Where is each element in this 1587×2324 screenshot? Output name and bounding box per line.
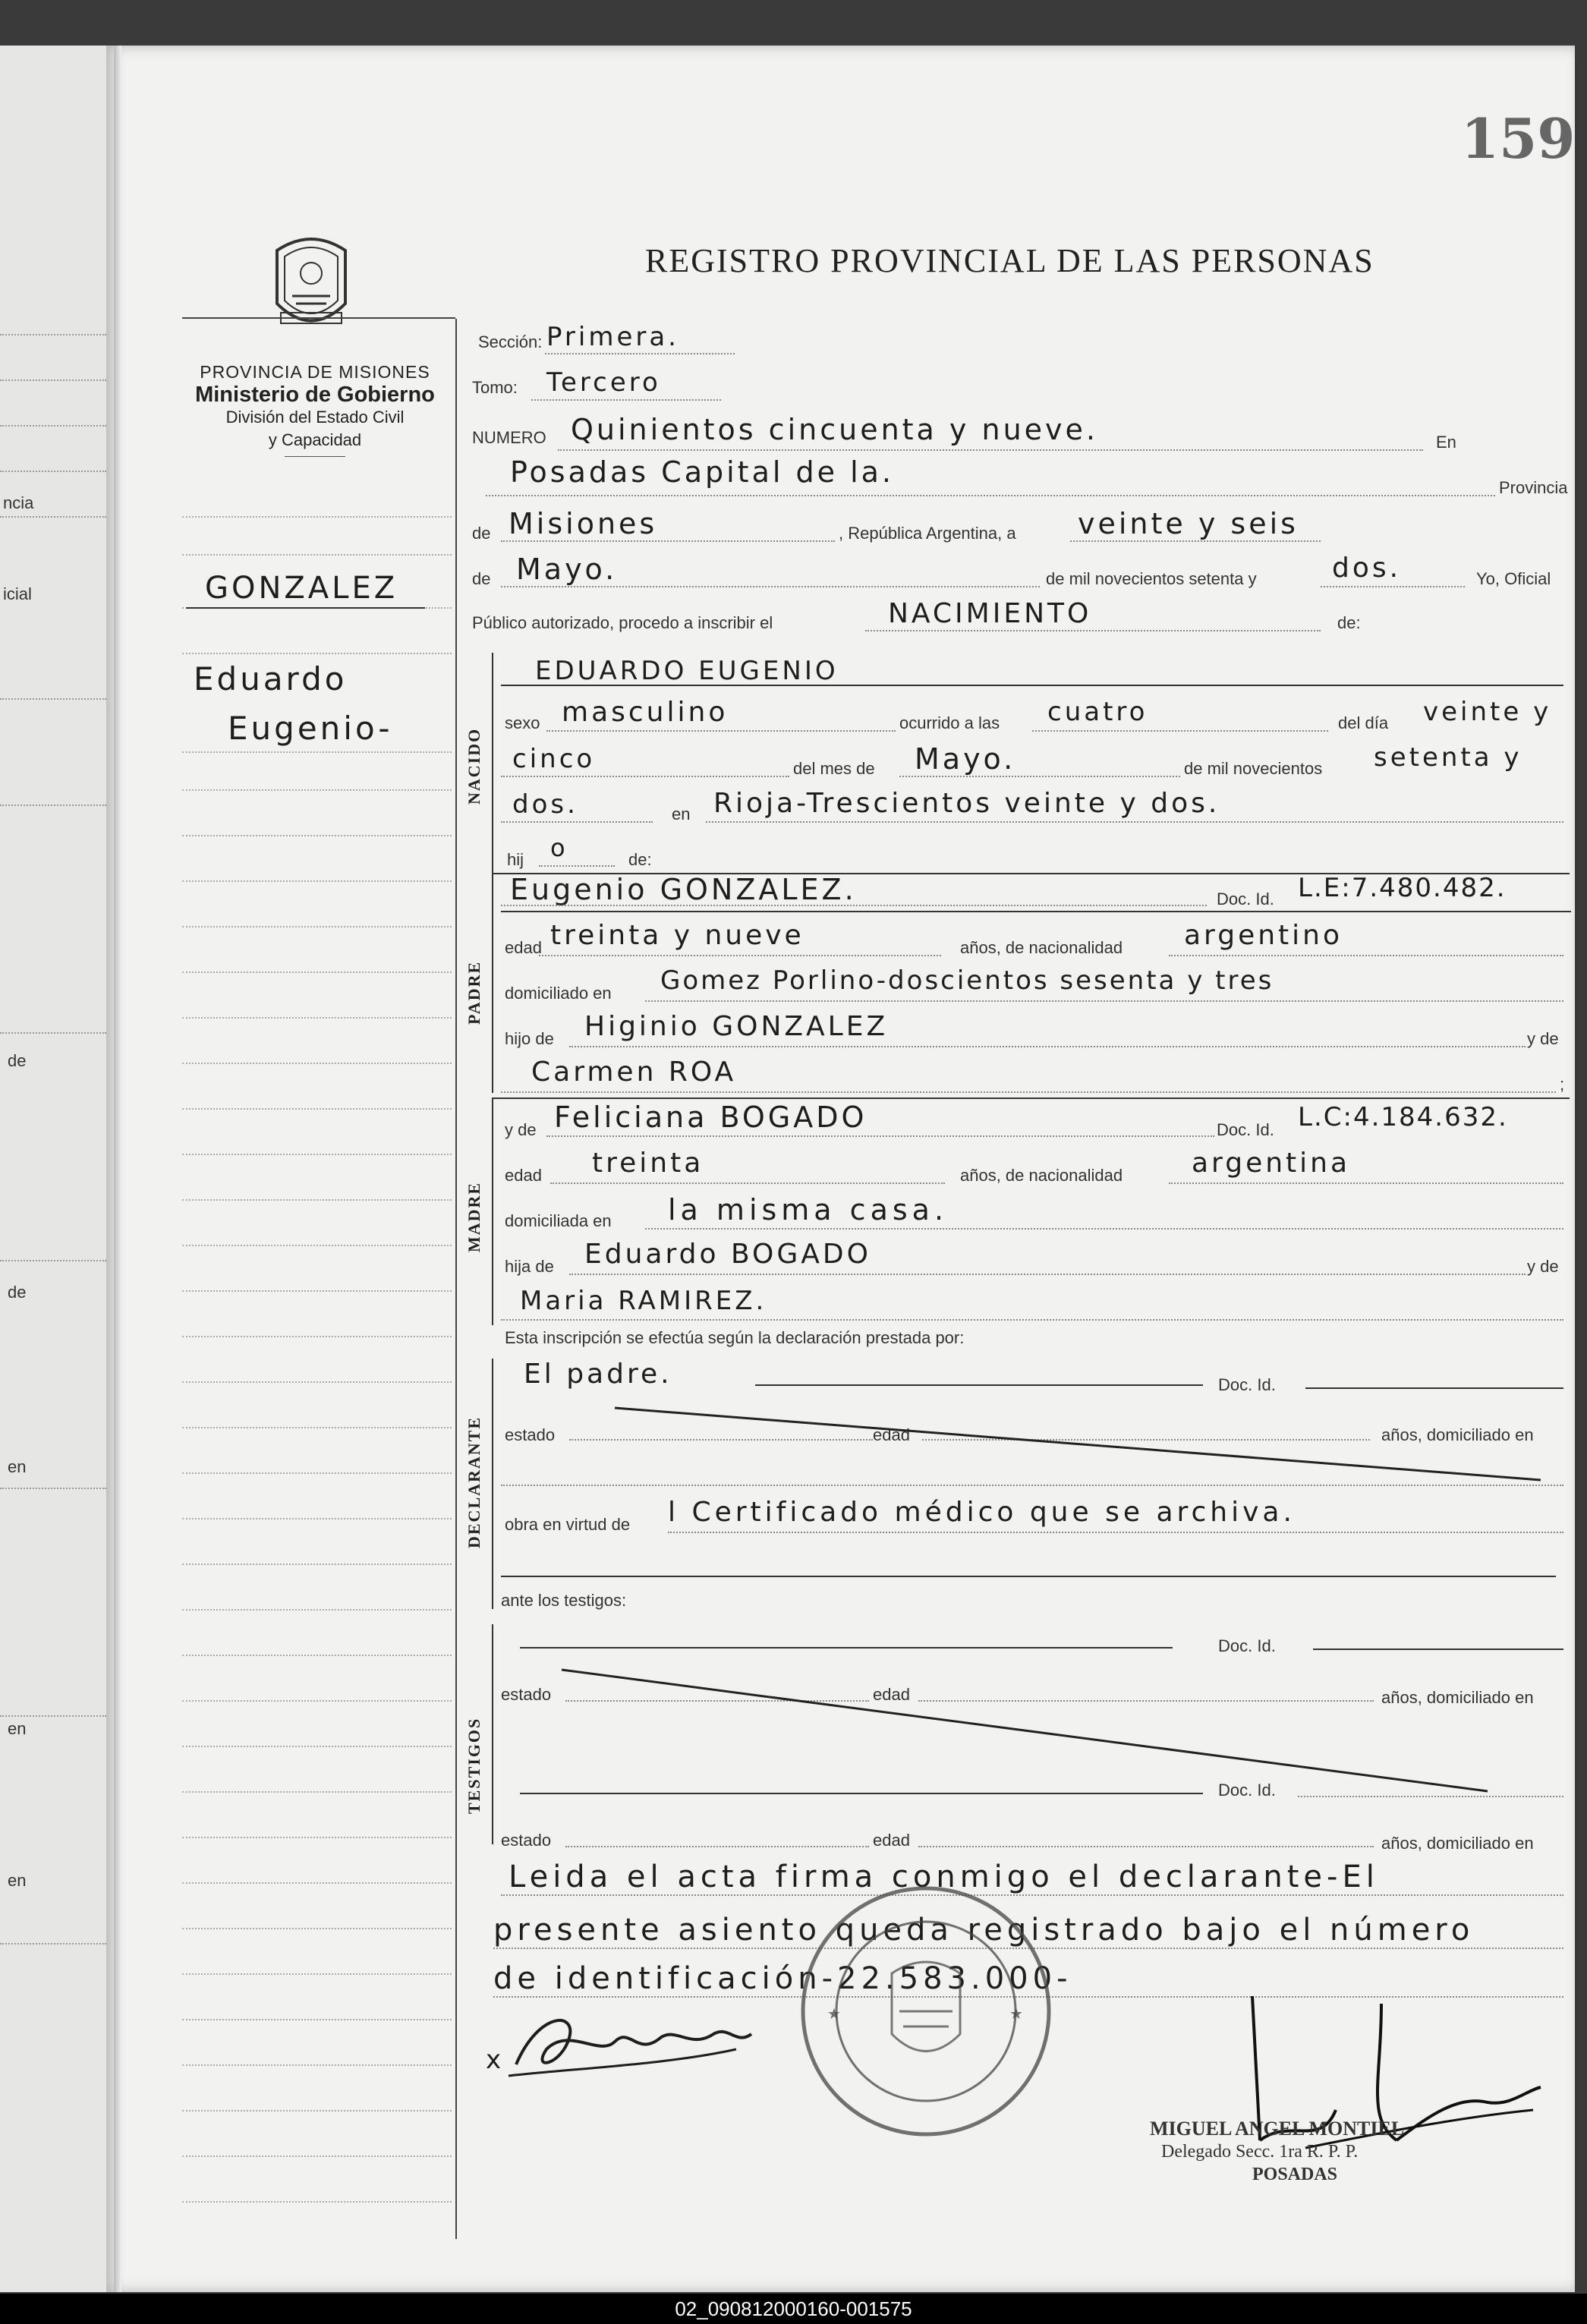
de-label-2: de [472,569,491,588]
official-name: MIGUEL ANGEL MONTIEL [1150,2118,1405,2140]
previous-page-edge [0,46,108,2292]
sexo-label: sexo [505,713,540,732]
madre-father: Eduardo BOGADO [584,1239,871,1270]
dia-label: del día [1338,713,1389,732]
ministry-name: Ministerio de Gobierno [195,383,435,407]
place-value: Posadas Capital de la. [510,455,894,489]
testigo1-anios-label: años, domiciliado en [1381,1688,1534,1707]
left-fragment: de [8,1283,27,1302]
declarante-name: El padre. [524,1359,672,1390]
register-title: REGISTRO PROVINCIAL DE LAS PERSONAS [645,242,1374,279]
padre-semicolon: ; [1560,1075,1565,1094]
madre-doc-label: Doc. Id. [1217,1120,1274,1139]
provincia-label: Provincia [1499,478,1568,497]
sexo-value: masculino [562,697,729,728]
seccion-value: Primera. [546,322,679,352]
image-filename-caption: 02_090812000160-001575 [0,2294,1587,2324]
testigo2-edad-label: edad [873,1831,910,1850]
republica-label: , República Argentina, a [839,524,1016,543]
de-label: de [472,524,491,543]
section-padre: PADRE [464,960,483,1025]
numero-value: Quinientos cincuenta y nueve. [571,413,1098,446]
anio-value: setenta y [1374,742,1522,773]
de-colon-label: de: [1337,613,1361,632]
madre-doc: L.C:4.184.632. [1298,1102,1508,1132]
dia-value-2: cinco [512,744,596,774]
year-label: de mil novecientos setenta y [1046,569,1257,588]
anio-label: de mil novecientos [1184,759,1323,778]
inscripcion-label: Esta inscripción se efectúa según la declaración prestada por: [505,1328,965,1347]
mes-value: Mayo. [915,742,1016,776]
closing-line-3: de identificación-22.583.000- [493,1961,1072,1996]
testigo1-estado-label: estado [501,1685,552,1704]
ocurrido-label: ocurrido a las [899,713,1000,732]
book-spine [114,46,121,2292]
tomo-label: Tomo: [472,378,518,397]
section-declarante: DECLARANTE [464,1415,483,1548]
closing-line-2: presente asiento queda registrado bajo el número [493,1913,1475,1948]
hij-label: hij [507,850,524,869]
padre-nacionalidad: argentino [1184,920,1343,951]
margin-vertical-rule [455,319,457,2239]
section-madre: MADRE [464,1181,483,1252]
division-line-2: y Capacidad [268,430,362,449]
anio-value-2: dos. [512,789,578,820]
padre-doc: L.E:7.480.482. [1298,873,1507,903]
left-fragment: en [8,1457,27,1476]
padre-father: Higinio GONZALEZ [584,1011,889,1042]
oficial-label: Yo, Oficial [1476,569,1551,588]
mes-label: del mes de [793,759,875,778]
left-fragment: de [8,1051,27,1070]
publico-label: Público autorizado, procedo a inscribir el [472,613,773,632]
madre-nacionalidad: argentina [1192,1148,1351,1179]
hij-suffix: o [550,833,568,862]
closing-line-1: Leida el acta firma conmigo el declarante-El [509,1860,1379,1894]
declarante-edad-label: edad [873,1425,910,1444]
madre-name: Feliciana BOGADO [554,1101,867,1134]
lugar-value: Rioja-Trescientos veinte y dos. [713,788,1220,819]
hora-value: cuatro [1047,697,1148,727]
margin-surname: GONZALEZ [205,571,398,606]
province-name: PROVINCIA DE MISIONES [200,362,430,382]
year-value: dos. [1332,553,1402,584]
declarante-signature [486,2004,774,2087]
month-value: Mayo. [516,553,618,586]
declarante-strike-line [607,1404,1563,1488]
province-value: Misiones [509,507,658,540]
testigos-label: ante los testigos: [501,1591,627,1610]
madre-hija-label: hija de [505,1257,554,1276]
padre-edad-label: edad [505,938,542,957]
left-fragment: en [8,1719,27,1738]
madre-domicilio: la misma casa. [668,1193,949,1227]
left-fragment: ncia [3,493,34,512]
left-fragment: icial [3,584,32,603]
padre-mother: Carmen ROA [531,1057,737,1088]
declarante-anios-label: años, domiciliado en [1381,1425,1534,1444]
seccion-label: Sección: [478,332,543,351]
madre-yde-label: y de [505,1120,537,1139]
madre-yde-label-2: y de [1527,1257,1559,1276]
nacido-name: EDUARDO EUGENIO [535,656,839,686]
madre-edad-label: edad [505,1166,542,1185]
padre-dom-label: domiciliado en [505,984,612,1003]
padre-hijo-label: hijo de [505,1029,554,1048]
declarante-doc-label: Doc. Id. [1218,1375,1276,1394]
folio-number: 159 [1461,106,1576,171]
obra-value: l Certificado médico que se archiva. [668,1497,1296,1528]
left-fragment: en [8,1871,27,1890]
padre-nac-label: años, de nacionalidad [960,938,1123,957]
official-role: Delegado Secc. 1ra R. P. P. [1161,2142,1359,2162]
testigo2-anios-label: años, domiciliado en [1381,1834,1534,1853]
testigo2-estado-label: estado [501,1831,552,1850]
padre-yde-label: y de [1527,1029,1559,1048]
section-nacido: NACIDO [464,727,483,805]
provincial-seal-icon [262,228,361,342]
official-stamp [797,1882,1055,2140]
padre-domicilio: Gomez Porlino-doscientos sesenta y tres [660,965,1274,996]
padre-name: Eugenio GONZALEZ. [510,873,857,906]
declarante-estado-label: estado [505,1425,556,1444]
day-value: veinte y seis [1078,507,1299,540]
padre-doc-label: Doc. Id. [1217,890,1274,909]
tomo-value: Tercero [546,367,661,398]
testigo1-edad-label: edad [873,1685,910,1704]
dia-value: veinte y [1423,697,1552,727]
act-value: NACIMIENTO [888,598,1092,629]
svg-text:★: ★ [827,2004,841,2023]
madre-dom-label: domiciliada en [505,1211,612,1230]
margin-given-name-2: Eugenio- [228,710,393,747]
madre-nac-label: años, de nacionalidad [960,1166,1123,1185]
en-label: En [1436,433,1456,452]
margin-given-name-1: Eduardo [194,660,348,698]
issuer-block [175,361,455,457]
de-label: de: [628,850,652,869]
padre-edad: treinta y nueve [550,920,805,951]
numero-label: NUMERO [472,428,546,447]
margin-top-rule [182,317,455,319]
obra-label: obra en virtud de [505,1515,631,1534]
official-city: POSADAS [1252,2165,1338,2184]
lugar-label: en [672,805,691,823]
svg-text:x: x [486,2045,502,2075]
division-line-1: División del Estado Civil [225,408,405,427]
testigos-strike-line [554,1662,1503,1799]
section-testigos: TESTIGOS [464,1717,483,1814]
testigo2-doc-label: Doc. Id. [1218,1781,1276,1800]
madre-mother: Maria RAMIREZ. [520,1286,767,1316]
testigo1-doc-label: Doc. Id. [1218,1636,1276,1655]
svg-text:★: ★ [1009,2004,1023,2023]
madre-edad: treinta [592,1148,704,1179]
